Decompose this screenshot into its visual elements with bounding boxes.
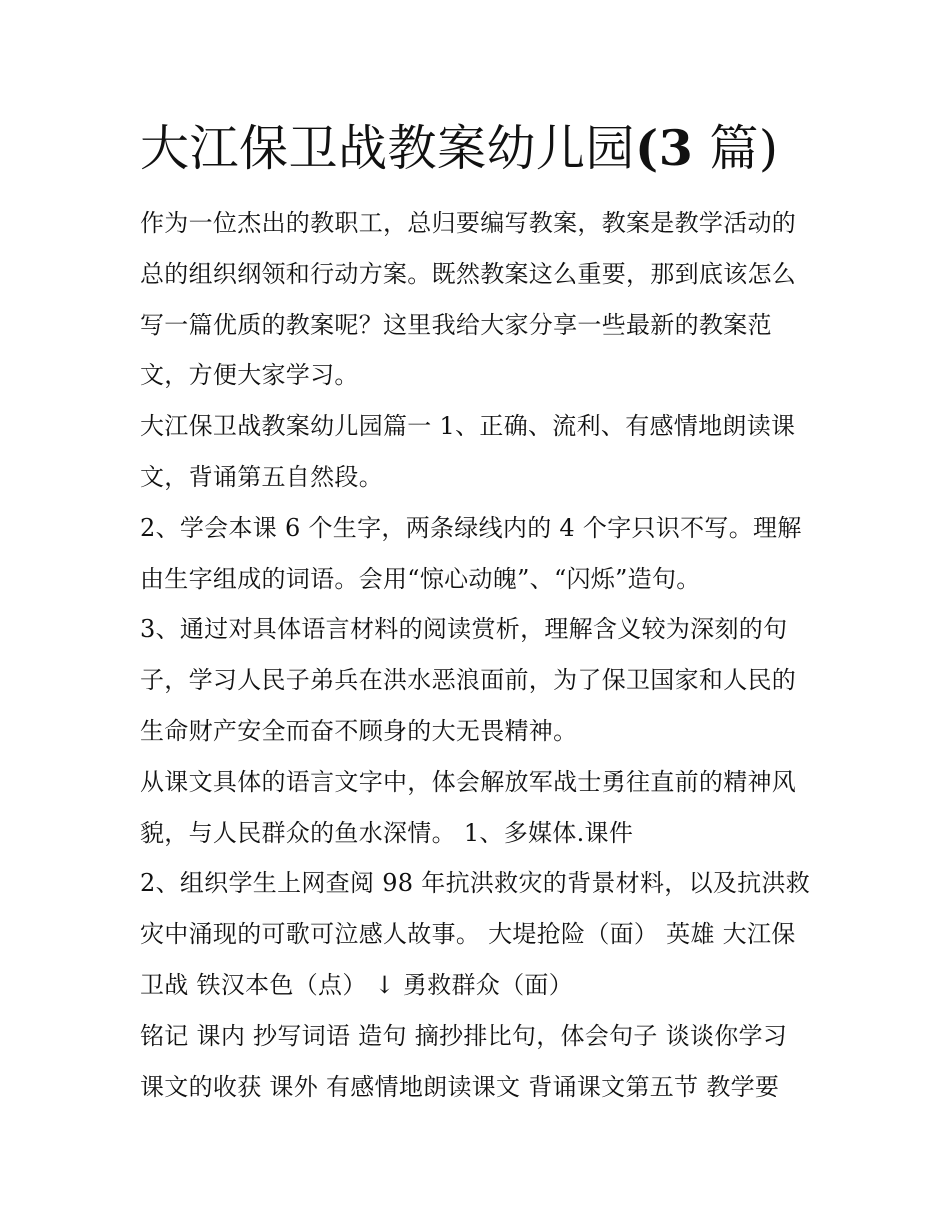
text-line: 文，方便大家学习。 bbox=[140, 361, 359, 390]
text-line: 作为一位杰出的教职工，总归要编写教案，教案是教学活动的 bbox=[140, 209, 797, 237]
text-line: 生命财产安全而奋不顾身的大无畏精神。 bbox=[140, 716, 578, 745]
text-line: 铭记 课内 抄写词语 造句 摘抄排比句，体会句子 谈谈你学习 bbox=[140, 1021, 788, 1050]
text-line: 从课文具体的语言文字中，体会解放军战士勇往直前的精神风 bbox=[140, 767, 797, 796]
text-line: 2、学会本课 6 个生字，两条绿线内的 4 个字只识不写。理解 bbox=[140, 513, 802, 542]
document-body bbox=[140, 198, 820, 1112]
text-line: 灾中涌现的可歌可泣感人故事。 大堤抢险（面） 英雄 大江保 bbox=[140, 920, 796, 949]
text-line: 写一篇优质的教案呢？这里我给大家分享一些最新的教案范 bbox=[140, 310, 772, 339]
text-line: 总的组织纲领和行动方案。既然教案这么重要，那到底该怎么 bbox=[140, 259, 797, 288]
text-line: 2、组织学生上网查阅 98 年抗洪救灾的背景材料，以及抗洪救 bbox=[140, 869, 811, 898]
text-line: 子，学习人民子弟兵在洪水恶浪面前，为了保卫国家和人民的 bbox=[140, 666, 797, 695]
text-line: 大江保卫战教案幼儿园篇一 1、正确、流利、有感情地朗读课 bbox=[140, 412, 796, 441]
title-count: (3 bbox=[635, 119, 694, 177]
text-line: 课文的收获 课外 有感情地朗读课文 背诵课文第五节 教学要 bbox=[140, 1072, 780, 1101]
text-line: 卫战 铁汉本色（点） ↓ 勇救群众（面） bbox=[140, 970, 573, 999]
text-line: 文，背诵第五自然段。 bbox=[140, 462, 383, 491]
title-unit: 篇) bbox=[693, 120, 779, 177]
text-line: 3、通过对具体语言材料的阅读赏析，理解含义较为深刻的句 bbox=[140, 615, 788, 644]
document-title bbox=[140, 116, 840, 181]
text-line: 由生字组成的词语。会用“惊心动魄”、“闪烁”造句。 bbox=[140, 564, 701, 593]
text-line: 貌，与人民群众的鱼水深情。 1、多媒体.课件 bbox=[140, 818, 634, 847]
title-main: 大江保卫战教案幼儿园 bbox=[140, 120, 636, 177]
